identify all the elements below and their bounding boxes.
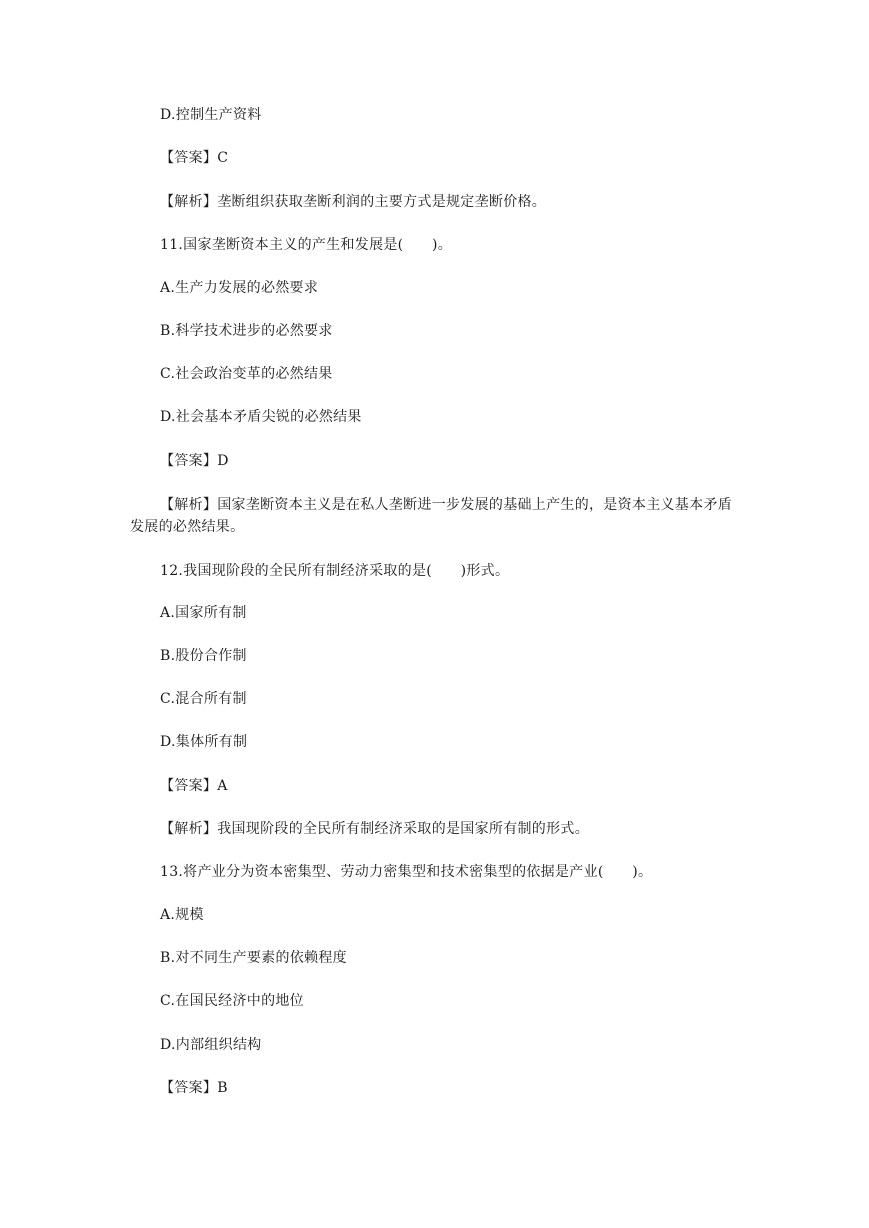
q12-option-a: A.国家所有制 [160, 605, 247, 621]
q11-option-c: C.社会政治变革的必然结果 [160, 366, 333, 382]
q12-answer: 【答案】A [160, 778, 228, 794]
q12-option-b: B.股份合作制 [160, 648, 247, 664]
q11-option-a: A.生产力发展的必然要求 [160, 280, 319, 296]
q11-question: 11.国家垄断资本主义的产生和发展是( )。 [160, 237, 453, 253]
q12-analysis: 【解析】我国现阶段的全民所有制经济采取的是国家所有制的形式。 [160, 821, 589, 837]
q11-option-b: B.科学技术进步的必然要求 [160, 323, 333, 339]
q10-option-d: D.控制生产资料 [160, 107, 262, 123]
q12-question: 12.我国现阶段的全民所有制经济采取的是( )形式。 [160, 563, 510, 579]
q13-option-a: A.规模 [160, 907, 204, 923]
q13-option-d: D.内部组织结构 [160, 1037, 262, 1053]
q13-option-b: B.对不同生产要素的依赖程度 [160, 950, 347, 966]
q11-answer: 【答案】D [160, 453, 229, 469]
q11-analysis: 【解析】国家垄断资本主义是在私人垄断进一步发展的基础上产生的，是资本主义基本矛盾发展的必然结果。 [130, 497, 732, 535]
q10-analysis: 【解析】垄断组织获取垄断利润的主要方式是规定垄断价格。 [160, 194, 547, 210]
q13-option-c: C.在国民经济中的地位 [160, 993, 304, 1009]
q10-answer: 【答案】C [160, 150, 229, 166]
q13-answer: 【答案】B [160, 1080, 228, 1096]
q12-option-c: C.混合所有制 [160, 691, 247, 707]
q13-question: 13.将产业分为资本密集型、劳动力密集型和技术密集型的依据是产业( )。 [160, 864, 653, 880]
q12-option-d: D.集体所有制 [160, 734, 248, 750]
q11-option-d: D.社会基本矛盾尖锐的必然结果 [160, 409, 362, 425]
